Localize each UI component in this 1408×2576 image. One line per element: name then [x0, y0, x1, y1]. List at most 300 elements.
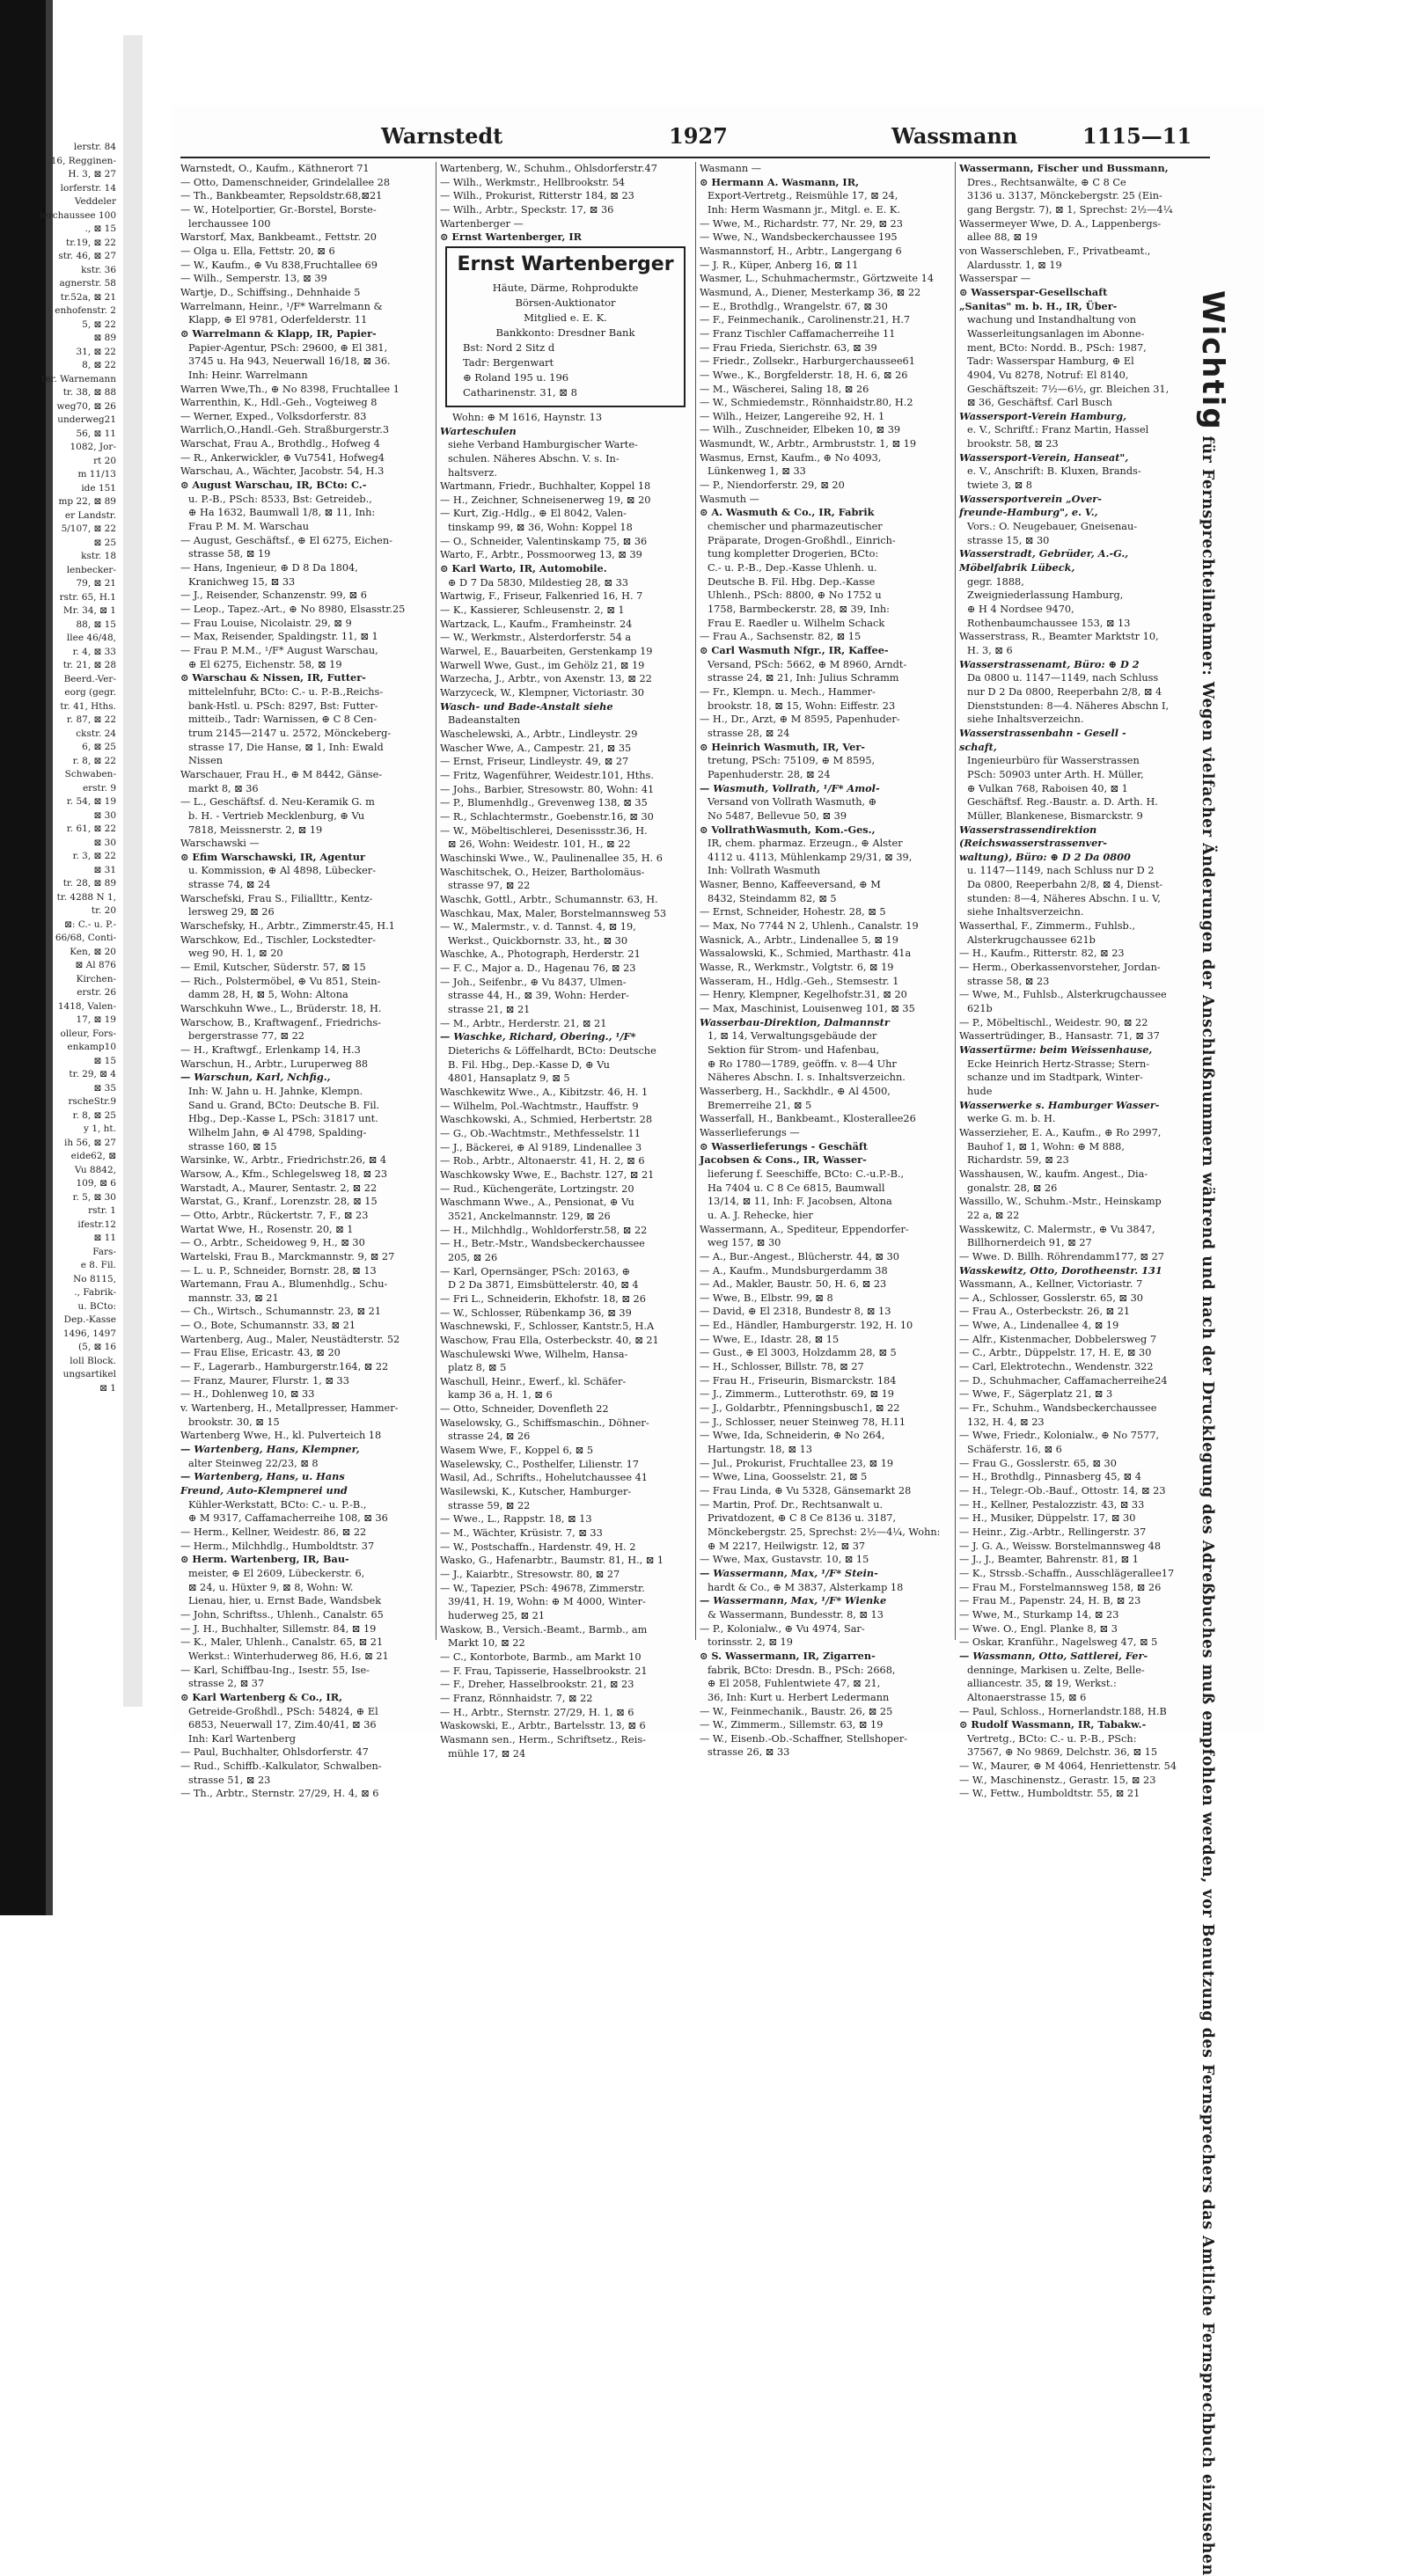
left-page-fragment: ⊠ Al 876	[75, 960, 116, 970]
left-page-fragment: er Landstr.	[64, 509, 116, 521]
left-page-fragment: 1418, Valen-	[57, 1000, 116, 1012]
directory-entry: schanze und im Stadtpark, Winter-	[967, 1072, 1143, 1084]
directory-entry: — Martin, Prof. Dr., Rechtsanwalt u.	[700, 1498, 884, 1511]
directory-entry: — Wilh., Heizer, Langereihe 92, H. 1	[700, 410, 885, 422]
directory-entry: Waschmann Wwe., A., Pensionat, ⊕ Vu	[440, 1197, 634, 1209]
left-page-fragment: underweg21	[57, 414, 116, 425]
directory-entry: ⊙ Carl Wasmuth Nfgr., IR, Kaffee-	[700, 643, 889, 656]
directory-entry: ⊙ S. Wassermann, IR, Zigarren-	[700, 1649, 876, 1662]
directory-entry: — Warschun, Karl, Nchfig.,	[180, 1071, 331, 1084]
directory-entry: Werkst.: Winterhuderweg 86, H.6, ⊠ 21	[188, 1650, 389, 1662]
directory-entry: Wasserthal, F., Zimmerm., Fuhlsb.,	[959, 920, 1135, 933]
directory-entry: — L. u. P., Schneider, Bornstr. 28, ⊠ 13	[180, 1264, 377, 1277]
directory-entry: Schäferstr. 16, ⊠ 6	[967, 1444, 1062, 1456]
directory-entry: ⊕ M 2217, Heilwigstr. 12, ⊠ 37	[708, 1540, 866, 1552]
directory-entry: — P., Möbeltischl., Weidestr. 90, ⊠ 22	[959, 1016, 1148, 1028]
directory-entry: Warstadt, A., Maurer, Sentastr. 2, ⊠ 22	[180, 1182, 378, 1194]
directory-entry: Warstorf, Max, Bankbeamt., Fettstr. 20	[180, 231, 377, 244]
directory-entry: — J., Reisender, Schanzenstr. 99, ⊠ 6	[180, 589, 367, 602]
directory-entry: — A., Kaufm., Mundsburgerdamm 38	[700, 1264, 888, 1277]
directory-entry: Getreide-Großhdl., PSch: 54824, ⊕ El	[188, 1705, 378, 1717]
directory-entry: Inh: Heinr. Warrelmann	[188, 369, 308, 381]
directory-entry: Warschkow, Ed., Tischler, Lockstedter-	[180, 933, 376, 946]
directory-entry: — Olga u. Ella, Fettstr. 20, ⊠ 6	[180, 245, 335, 257]
directory-entry: ⊙ Karl Warto, IR, Automobile.	[440, 562, 607, 575]
directory-entry: tretung, PSch: 75109, ⊕ M 8595,	[708, 755, 876, 767]
directory-entry: strasse 28, ⊠ 24	[708, 727, 790, 739]
directory-entry: ⊠ 24, u. Hüxter 9, ⊠ 8, Wohn: W.	[188, 1581, 354, 1593]
directory-entry: — W., Maurer, ⊕ M 4064, Henriettenstr. 54	[959, 1760, 1177, 1773]
left-page-fragment: r. 4, ⊠ 33	[72, 646, 116, 657]
directory-entry: — Paul, Buchhalter, Ohlsdorferstr. 47	[180, 1746, 369, 1759]
directory-entry: — F., Lagerarb., Hamburgerstr.164, ⊠ 22	[180, 1361, 389, 1373]
directory-entry: — Ch., Wirtsch., Schumannstr. 23, ⊠ 21	[180, 1306, 382, 1318]
directory-entry: Waschull, Heinr., Ewerf., kl. Schäfer-	[440, 1375, 627, 1387]
directory-entry: Wassertürme: beim Weissenhause,	[959, 1043, 1153, 1056]
directory-entry: — Rud., Küchengeräte, Lortzingstr. 20	[440, 1182, 634, 1195]
directory-entry: — Frau M., Papenstr. 24, H. B, ⊠ 23	[959, 1595, 1141, 1607]
left-page-fragment: ., Fabrik-	[74, 1287, 116, 1298]
directory-entry: damm 28, H, ⊠ 5, Wohn: Altona	[188, 989, 348, 1001]
directory-entry: — Alfr., Kistenmacher, Dobbelersweg 7	[959, 1333, 1157, 1345]
directory-entry: — Hans, Ingenieur, ⊕ D 8 Da 1804,	[180, 562, 358, 574]
directory-entry: Wasshausen, W., kaufm. Angest., Dia-	[959, 1167, 1148, 1180]
directory-entry: — M., Arbtr., Herderstr. 21, ⊠ 21	[440, 1017, 607, 1029]
directory-entry: Wasserzieher, E. A., Kaufm., ⊕ Ro 2997,	[959, 1126, 1162, 1138]
page-gutter	[123, 35, 143, 1707]
directory-entry: — C., Kontorbote, Barmb., am Markt 10	[440, 1650, 642, 1663]
directory-entry: — Ernst, Friseur, Lindleystr. 49, ⊠ 27	[440, 756, 629, 768]
directory-entry: Wasse, R., Werkmstr., Volgtstr. 6, ⊠ 19	[700, 962, 894, 974]
directory-entry: Alsterkrugchaussee 621b	[967, 933, 1096, 946]
directory-entry: 3745 u. Ha 943, Neuerwall 16/18, ⊠ 36.	[188, 355, 391, 368]
directory-entry: Wartenberger —	[440, 217, 524, 230]
directory-entry: ⊕ Ha 1632, Baumwall 1/8, ⊠ 11, Inh:	[188, 507, 376, 519]
directory-entry: — G., Ob.-Wachtmstr., Methfesselstr. 11	[440, 1128, 641, 1139]
directory-entry: — Max, Reisender, Spaldingstr. 11, ⊠ 1	[180, 631, 378, 643]
left-page-fragment: tr.19, ⊠ 22	[66, 237, 116, 248]
directory-entry: tinskamp 99, ⊠ 36, Wohn: Koppel 18	[448, 522, 633, 534]
directory-entry: — H., Dr., Arzt, ⊕ M 8595, Papenhuder-	[700, 714, 900, 726]
directory-entry: — Wwe, Lina, Goosselstr. 21, ⊠ 5	[700, 1471, 868, 1483]
directory-entry: Richardstr. 59, ⊠ 23	[967, 1154, 1069, 1167]
directory-entry: Bremerreihe 21, ⊠ 5	[708, 1099, 812, 1111]
left-page-fragment: ungsartikel	[62, 1369, 116, 1379]
directory-entry: — K., Strssb.-Schaffn., Ausschlägerallee17	[959, 1567, 1175, 1579]
directory-entry: Tadr: Wasserspar Hamburg, ⊕ El	[967, 355, 1134, 368]
directory-entry: Wasskewitz, Otto, Dorotheenstr. 131	[959, 1263, 1162, 1277]
left-page-fragment: Vu 8842,	[74, 1164, 116, 1175]
directory-entry: — Karl, Opernsänger, PSch: 20163, ⊕	[440, 1265, 631, 1277]
directory-entry: — O., Schneider, Valentinskamp 75, ⊠ 36	[440, 535, 648, 547]
directory-entry: Bauhof 1, ⊠ 1, Wohn: ⊕ M 888,	[967, 1140, 1125, 1153]
left-page-fragment: olleur, Fors-	[60, 1028, 116, 1039]
directory-entry: Inh: Karl Wartenberg	[188, 1732, 297, 1745]
directory-entry: Geschäftszeit: 7½—6½, gr. Bleichen 31,	[967, 383, 1170, 395]
directory-entry: — Gust., ⊕ El 3003, Holzdamm 28, ⊠ 5	[700, 1347, 897, 1359]
directory-entry: — Franz, Maurer, Flurstr. 1, ⊠ 33	[180, 1374, 349, 1387]
directory-entry: — Werner, Exped., Volksdorferstr. 83	[180, 410, 367, 422]
directory-entry: — Frau A., Osterbeckstr. 26, ⊠ 21	[959, 1306, 1131, 1318]
directory-entry: — Henry, Klempner, Kegelhofstr.31, ⊠ 20	[700, 989, 907, 1001]
left-page-fragment: 6, ⊠ 25	[82, 742, 116, 752]
ad-line: Börsen-Auktionator	[515, 296, 616, 309]
directory-entry: Warzecha, J., Arbtr., von Axenstr. 13, ⊠ 22	[440, 673, 652, 685]
directory-entry: — Wwe, Friedr., Kolonialw., ⊕ No 7577,	[959, 1430, 1160, 1442]
directory-entry: strasse 24, ⊠ 26	[448, 1431, 531, 1443]
directory-entry: Waschke, A., Photograph, Herderstr. 21	[440, 948, 641, 961]
directory-entry: siehe Verband Hamburgischer Warte-	[448, 439, 638, 451]
column-1	[180, 162, 431, 1800]
directory-entry: — Herm., Kellner, Weidestr. 86, ⊠ 22	[180, 1526, 367, 1538]
directory-entry: schaft,	[959, 740, 997, 753]
page-header	[180, 123, 1210, 155]
directory-entry: — John, Schriftss., Uhlenh., Canalstr. 65	[180, 1608, 384, 1621]
directory-entry: allee 88, ⊠ 19	[967, 231, 1038, 244]
directory-entry: stunden: 8—4, Näheres Abschn. I u. V,	[967, 892, 1161, 904]
directory-entry: Waschkewitz Wwe., A., Kibitzstr. 46, H. 1	[440, 1087, 649, 1099]
left-page-fragment: 56, ⊠ 11	[76, 428, 116, 439]
notice-text: für Fernsprechteilnehmer: Wegen vielfacher Änderungen der Anschlußnummern während und nach der Drucklegung des Adreßbuches muß empfohlen werden, vor Benutzung des Fernsprechers das Amtliche Fernsprechbuch einzusehen	[1199, 435, 1216, 2576]
directory-entry: — R., Ankerwickler, ⊕ Vu7541, Hofweg4	[180, 451, 385, 464]
directory-entry: — Friedr., Zollsekr., Harburgerchaussee61	[700, 355, 915, 368]
directory-entry: Papenhuderstr. 28, ⊠ 24	[708, 768, 831, 780]
directory-entry: — H., Schlosser, Billstr. 78, ⊠ 27	[700, 1361, 864, 1373]
directory-entry: (Reichswasserstrassenver-	[959, 837, 1107, 850]
directory-entry: lieferung f. Seeschiffe, BCto: C.-u.P.-B.,	[708, 1167, 905, 1180]
directory-entry: — Wilhelm, Pol.-Wachtmstr., Hauffstr. 9	[440, 1100, 639, 1112]
directory-entry: strasse 26, ⊠ 33	[708, 1746, 790, 1759]
notice-heading: Wichtig	[1195, 290, 1230, 431]
directory-entry: Wasko, G., Hafenarbtr., Baumstr. 81, H., ⊠ 1	[440, 1555, 664, 1567]
directory-entry: — Wwe, M., Sturkamp 14, ⊠ 23	[959, 1608, 1119, 1621]
directory-entry: Wasserstrassenamt, Büro: ⊕ D 2	[959, 657, 1140, 670]
directory-entry: Wasserstrassenbahn - Gesell -	[959, 726, 1126, 739]
directory-entry: Wassersport-Verein Hamburg,	[959, 409, 1127, 422]
directory-entry: — J. R., Küper, Anberg 16, ⊠ 11	[700, 259, 859, 271]
left-page-fragment: 66/68, Conti-	[55, 933, 116, 943]
directory-entry: Warschow, B., Kraftwagenf., Friedrichs-	[180, 1016, 381, 1028]
directory-entry: Wasserberg, H., Sackhdlr., ⊕ Al 4500,	[700, 1085, 891, 1097]
directory-entry: — Fr., Klempn. u. Mech., Hammer-	[700, 685, 876, 698]
directory-entry: Waschkau, Max, Maler, Borstelmannsweg 53	[440, 907, 667, 919]
directory-entry: lerchaussee 100	[188, 217, 271, 230]
directory-entry: Wasserwerke s. Hamburger Wasser-	[959, 1098, 1160, 1111]
directory-entry: alter Steinweg 22/23, ⊠ 8	[188, 1457, 319, 1469]
directory-entry: — Wwe, E., Idastr. 28, ⊠ 15	[700, 1333, 840, 1345]
directory-entry: — W., Tapezier, PSch: 49678, Zimmerstr.	[440, 1582, 645, 1594]
directory-entry: Warren Wwe,Th., ⊕ No 8398, Fruchtallee 1	[180, 383, 400, 395]
left-page-fragment: tr. 29, ⊠ 4	[69, 1069, 116, 1079]
advertisement-box	[445, 246, 686, 407]
directory-entry: tung kompletter Drogerien, BCto:	[708, 548, 879, 560]
directory-entry: u. P.-B., PSch: 8533, Bst: Getreideb.,	[188, 493, 372, 505]
directory-entry: Wasskewitz, C. Malermstr., ⊕ Vu 3847,	[959, 1223, 1155, 1235]
directory-entry: Wasserstradt, Gebrüder, A.-G.,	[959, 547, 1129, 560]
directory-entry: strasse 17, Die Hanse, ⊠ 1, Inh: Ewald	[188, 741, 384, 753]
directory-entry: strasse 44, H., ⊠ 39, Wohn: Herder-	[448, 990, 629, 1002]
directory-entry: ⊕ Ro 1780—1789, geöffn. v. 8—4 Uhr	[708, 1057, 897, 1070]
left-page-fragment: 109, ⊠ 6	[76, 1178, 116, 1189]
header-page-number: 1115—11	[1082, 123, 1192, 149]
directory-entry: Warschauer, Frau H., ⊕ M 8442, Gänse-	[180, 768, 383, 780]
directory-entry: Waschitschek, O., Heizer, Bartholomäus-	[440, 866, 645, 878]
directory-entry: Warrenthin, K., Hdl.-Geh., Vogteiweg 8	[180, 397, 378, 409]
directory-entry: Billhornerdeich 91, ⊠ 27	[967, 1237, 1092, 1249]
directory-entry: ⊕ Vulkan 768, Raboisen 40, ⊠ 1	[967, 782, 1128, 794]
directory-entry: siehe Inhaltsverzeichn.	[967, 714, 1084, 726]
directory-entry: Wartenberg, W., Schuhm., Ohlsdorferstr.47	[440, 163, 657, 174]
directory-entry: Sand u. Grand, BCto: Deutsche B. Fil.	[188, 1099, 380, 1111]
directory-entry: Wasserlieferungs —	[700, 1126, 800, 1138]
directory-entry: Waschulewski Wwe, Wilhelm, Hansa-	[440, 1348, 628, 1360]
left-page-fragment: u. BCto:	[77, 1300, 116, 1312]
directory-entry: lersweg 29, ⊠ 26	[188, 906, 275, 918]
directory-entry: Wasserspar —	[959, 273, 1031, 285]
left-page-fragment: 79, ⊠ 21	[76, 578, 116, 589]
directory-entry: Wasnick, A., Arbtr., Lindenallee 5, ⊠ 19	[700, 933, 898, 946]
left-page-fragment: ⊠ 1	[99, 1382, 116, 1394]
directory-entry: ⊙ Herm. Wartenberg, IR, Bau-	[180, 1553, 349, 1566]
directory-entry: Wassalowski, K., Schmied, Marthastr. 41a	[700, 948, 912, 960]
directory-entry: Da 0800 u. 1147—1149, nach Schluss	[967, 672, 1159, 684]
left-page-fragment: 88, ⊠ 15	[76, 618, 116, 630]
directory-entry: Versand von Vollrath Wasmuth, ⊕	[708, 796, 877, 809]
directory-entry: — Herm., Milchhdlg., Humboldtstr. 37	[180, 1540, 375, 1552]
directory-entry: 22 a, ⊠ 22	[967, 1209, 1020, 1221]
column-separator	[955, 162, 956, 1640]
directory-entry: schulen. Näheres Abschn. V. s. In-	[448, 452, 620, 465]
left-page-fragment: ⊠ 15	[93, 1055, 116, 1066]
directory-entry: — P., Kolonialw., ⊕ Vu 4974, Sar-	[700, 1622, 865, 1635]
directory-entry: — K., Kassierer, Schleusenstr. 2, ⊠ 1	[440, 604, 625, 617]
directory-entry: Präparate, Drogen-Großhdl., Einrich-	[708, 534, 896, 546]
directory-entry: Hartungstr. 18, ⊠ 13	[708, 1444, 812, 1456]
directory-entry: von Wasserschleben, F., Privatbeamt.,	[959, 245, 1151, 257]
directory-entry: 7818, Meissnerstr. 2, ⊠ 19	[188, 823, 323, 836]
directory-entry: — Rud., Schiffb.-Kalkulator, Schwalben-	[180, 1760, 382, 1773]
directory-entry: mannstr. 33, ⊠ 21	[188, 1292, 279, 1304]
left-page-fragment: 17, ⊠ 19	[76, 1014, 116, 1025]
directory-entry: „Sanitas" m. b. H., IR, Über-	[959, 299, 1118, 312]
left-page-fragment: str. 46, ⊠ 27	[58, 251, 116, 261]
left-page-fragment: tr. 28, ⊠ 89	[62, 878, 116, 889]
directory-entry: Wasmannstorf, H., Arbtr., Langergang 6	[700, 245, 902, 257]
left-page-fragment: tr. 4288 N 1,	[56, 891, 116, 903]
directory-entry: — Fri L., Schneiderin, Ekhofstr. 18, ⊠ 26	[440, 1292, 646, 1305]
left-page-fragment: ih 56, ⊠ 27	[64, 1137, 116, 1148]
directory-entry: — Wwe, N., Wandsbeckerchaussee 195	[700, 231, 898, 244]
directory-entry: ⊕ D 7 Da 5830, Mildestieg 28, ⊠ 33	[448, 576, 628, 589]
directory-entry: Kranichweg 15, ⊠ 33	[188, 575, 296, 588]
directory-entry: Wasmann —	[700, 163, 762, 174]
left-page-fragment: Mr. 34, ⊠ 1	[62, 605, 116, 616]
header-year: 1927	[669, 123, 728, 149]
directory-entry: Wartat Wwe, H., Rosenstr. 20, ⊠ 1	[180, 1223, 354, 1235]
left-page-fragment: 5, ⊠ 22	[82, 318, 116, 330]
directory-entry: — Emil, Kutscher, Süderstr. 57, ⊠ 15	[180, 962, 366, 974]
directory-entry: wachung und Instandhaltung von	[967, 314, 1137, 326]
directory-entry: — H., Telegr.-Ob.-Bauf., Ottostr. 14, ⊠ 23	[959, 1485, 1166, 1497]
ad-line: Tadr: Bergenwart	[463, 355, 554, 369]
directory-entry: — Max, Maschinist, Louisenweg 101, ⊠ 35	[700, 1003, 915, 1015]
left-page-fragment: e 8. Fil.	[80, 1260, 116, 1270]
directory-entry: — Wwe, M., Richardstr. 77, Nr. 29, ⊠ 23	[700, 217, 903, 230]
header-right-word: Wassmann	[891, 123, 1018, 149]
directory-entry: — W., Schlosser, Rübenkamp 36, ⊠ 39	[440, 1306, 632, 1319]
directory-entry: brookstr. 30, ⊠ 15	[188, 1416, 280, 1428]
directory-entry: 4112 u. 4113, Mühlenkamp 29/31, ⊠ 39,	[708, 851, 913, 863]
directory-entry: ⊙ Hermann A. Wasmann, IR,	[700, 175, 860, 188]
directory-entry: — Wwe, Ida, Schneiderin, ⊕ No 264,	[700, 1430, 885, 1442]
directory-entry: ⊕ M 9317, Caffamacherreihe 108, ⊠ 36	[188, 1512, 388, 1525]
directory-entry: Warwel, E., Bauarbeiten, Gerstenkamp 19	[440, 646, 653, 658]
directory-entry: Dienststunden: 8—4. Näheres Abschn I,	[967, 699, 1170, 712]
directory-entry: — W., Maschinenstz., Gerastr. 15, ⊠ 23	[959, 1774, 1156, 1786]
directory-entry: — Ad., Makler, Baustr. 50, H. 6, ⊠ 23	[700, 1278, 887, 1291]
directory-entry: Altonaerstrasse 15, ⊠ 6	[967, 1691, 1087, 1703]
directory-entry: Waskow, B., Versich.-Beamt., Barmb., am	[440, 1623, 648, 1636]
directory-entry: waltung), Büro: ⊕ D 2 Da 0800	[959, 850, 1131, 863]
directory-entry: Waschkowsky Wwe, E., Bachstr. 127, ⊠ 21	[440, 1168, 655, 1181]
left-page-fragment: ⊠ 30	[93, 809, 116, 821]
left-page-fragment: erstr. 9	[82, 782, 116, 794]
directory-entry: Wasilewski, K., Kutscher, Hamburger-	[440, 1486, 632, 1498]
directory-entry: — W., Hotelportier, Gr.-Borstel, Borste-	[180, 203, 377, 216]
directory-entry: — Franz, Rönnhaidstr. 7, ⊠ 22	[440, 1692, 593, 1704]
left-page-fragment: ⊠ 31	[93, 864, 116, 875]
directory-entry: — H., Dohlenweg 10, ⊠ 33	[180, 1388, 315, 1401]
directory-entry: strasse 97, ⊠ 22	[448, 880, 531, 892]
directory-entry: Wassersportverein „Over-	[959, 492, 1102, 505]
directory-entry: gonalstr. 28, ⊠ 26	[967, 1182, 1058, 1194]
directory-entry: — W., Schmiedemstr., Rönnhaidstr.80, H.2	[700, 397, 913, 409]
directory-entry: — D., Schuhmacher, Caffamacherreihe24	[959, 1374, 1168, 1387]
left-page-fragment: H. 3, ⊠ 27	[68, 169, 116, 179]
column-2	[440, 162, 691, 1760]
directory-entry: — Wwe, B., Elbstr. 99, ⊠ 8	[700, 1292, 833, 1304]
left-page-fragment: enkamp10	[67, 1042, 116, 1052]
left-page-fragment: r. 3, ⊠ 22	[72, 851, 116, 861]
directory-entry: — H., Zeichner, Schneisenerweg 19, ⊠ 20	[440, 494, 651, 506]
left-page-fragment: ⊠ 11	[93, 1233, 116, 1243]
directory-entry: strasse 58, ⊠ 19	[188, 548, 271, 560]
directory-entry: Ecke Heinrich Hertz-Strasse; Stern-	[967, 1057, 1150, 1070]
directory-entry: — F., Feinmechanik., Carolinenstr.21, H.7	[700, 314, 911, 326]
directory-entry: Waschow, Frau Ella, Osterbeckstr. 40, ⊠ 21	[440, 1334, 659, 1346]
directory-entry: kamp 36 a, H. 1, ⊠ 6	[448, 1389, 553, 1401]
directory-entry: Nissen	[188, 755, 224, 767]
directory-entry: u. Kommission, ⊕ Al 4898, Lübecker-	[188, 865, 377, 877]
left-page-fragment: rstr. 65, H.1	[59, 591, 116, 603]
directory-entry: B. Fil. Hbg., Dep.-Kasse D, ⊕ Vu	[448, 1058, 610, 1071]
column-separator	[695, 162, 696, 1640]
directory-entry: Wartmann, Friedr., Buchhalter, Koppel 18	[440, 480, 651, 493]
directory-entry: b. H. - Vertrieb Mecklenburg, ⊕ Vu	[188, 809, 365, 822]
directory-entry: Wasch- und Bade-Anstalt siehe	[440, 699, 613, 713]
directory-entry: — Wartenberg, Hans, Klempner,	[180, 1443, 360, 1456]
directory-entry: — H., Kellner, Pestalozzistr. 43, ⊠ 33	[959, 1498, 1145, 1511]
directory-entry: Wasseram, H., Hdlg.-Geh., Stemsestr. 1	[700, 975, 899, 987]
directory-entry: Warschefsky, H., Arbtr., Zimmerstr.45, H.1	[180, 920, 395, 933]
directory-entry: Möbelfabrik Lübeck,	[959, 561, 1075, 574]
directory-entry: Wassersport-Verein, Hanseat",	[959, 450, 1129, 464]
directory-entry: Lünkenweg 1, ⊠ 33	[708, 465, 806, 478]
directory-entry: Freund, Auto-Klempnerei und	[180, 1484, 348, 1497]
directory-entry: — A., Bur.-Angest., Blücherstr. 44, ⊠ 30	[700, 1250, 899, 1262]
directory-entry: Warzyceck, W., Klempner, Victoriastr. 30	[440, 687, 644, 699]
directory-entry: strasse 160, ⊠ 15	[188, 1140, 277, 1153]
directory-entry: — W., Fettw., Humboldtstr. 55, ⊠ 21	[959, 1788, 1140, 1800]
directory-entry: Warschkuhn Wwe., L., Brüderstr. 18, H.	[180, 1003, 382, 1015]
left-page-fragment: (5, ⊠ 16	[78, 1342, 116, 1352]
directory-entry: mühle 17, ⊠ 24	[448, 1747, 526, 1760]
left-page-fragment: mp 22, ⊠ 89	[58, 496, 116, 507]
directory-entry: Waschnewski, F., Schlosser, Kantstr.5, H.A	[440, 1321, 655, 1333]
directory-entry: Waskowski, E., Arbtr., Bartelsstr. 13, ⊠ 6	[440, 1720, 646, 1732]
left-page-fragment: enhofenstr. 2	[55, 305, 116, 316]
directory-entry: No 5487, Bellevue 50, ⊠ 39	[708, 809, 847, 822]
directory-entry: Jacobsen & Cons., IR, Wasser-	[700, 1153, 867, 1167]
left-page-fragment: Dep.-Kasse	[63, 1314, 116, 1325]
directory-entry: — Fritz, Wagenführer, Weidestr.101, Hths.	[440, 769, 654, 781]
directory-entry: Wassermeyer Wwe, D. A., Lappenbergs-	[959, 217, 1162, 230]
directory-entry: — F. C., Major a. D., Hagenau 76, ⊠ 23	[440, 962, 636, 975]
directory-entry: 3521, Anckelmannstr. 129, ⊠ 26	[448, 1210, 611, 1222]
directory-entry: e. V., Schriftf.: Franz Martin, Hassel	[967, 424, 1149, 436]
left-page-fragment: tr. 20	[91, 905, 116, 916]
left-page-fragment: weg70, ⊠ 26	[56, 400, 116, 412]
directory-entry: — M., Wäscherei, Saling 18, ⊠ 26	[700, 383, 869, 395]
directory-entry: Warrelmann, Heinr., ¹/F* Warrelmann &	[180, 300, 383, 312]
left-page-fragment: No 8115,	[73, 1273, 116, 1284]
directory-entry: — P., Niendorferstr. 29, ⊠ 20	[700, 479, 845, 492]
left-page-fragment: tr. 38, ⊠ 88	[62, 387, 116, 398]
directory-entry: Wartelski, Frau B., Marckmannstr. 9, ⊠ 27	[180, 1250, 395, 1262]
directory-entry: — H., Milchhdlg., Wohldorferstr.58, ⊠ 22	[440, 1224, 648, 1236]
directory-entry: Waschinski Wwe., W., Paulinenallee 35, H. 6	[440, 852, 663, 864]
left-page-fragment: 8, ⊠ 22	[82, 360, 116, 370]
directory-entry: ⊠ 26, Wohn: Weidestr. 101, H., ⊠ 22	[448, 838, 631, 851]
left-page-fragment: r. 54, ⊠ 19	[66, 796, 116, 807]
directory-entry: Wasserstrass, R., Beamter Marktstr 10,	[959, 631, 1159, 643]
directory-entry: Mönckebergstr. 25, Sprechst: 2½—4¼, Wohn:	[708, 1526, 941, 1538]
directory-entry: Wasmann sen., Herm., Schriftsetz., Reis-	[440, 1733, 646, 1745]
directory-entry: Wasmundt, W., Arbtr., Armbruststr. 1, ⊠ 19	[700, 438, 917, 450]
left-page-fragment: y 1, ht.	[84, 1123, 116, 1134]
left-page-fragment: 1082, Jor-	[70, 442, 116, 452]
directory-entry: Wartje, D., Schiffsing., Dehnhaide 5	[180, 286, 361, 298]
left-page-fragment: ter. Warnemann	[41, 373, 116, 384]
directory-entry: — H., Musiker, Düppelstr. 17, ⊠ 30	[959, 1512, 1136, 1525]
directory-entry: strasse 21, ⊠ 21	[448, 1004, 531, 1016]
directory-entry: 1, ⊠ 14, Verwaltungsgebäude der	[708, 1030, 877, 1043]
directory-entry: — W., Zimmerm., Sillemstr. 63, ⊠ 19	[700, 1719, 884, 1731]
left-page-fragment: m 11/13	[77, 469, 116, 479]
directory-entry: Sektion für Strom- und Hafenbau,	[708, 1044, 880, 1056]
directory-entry: — J., J., Beamter, Bahrenstr. 81, ⊠ 1	[959, 1554, 1139, 1566]
left-page-fragment: lerstr. 84	[73, 142, 116, 152]
directory-entry: ⊙ August Warschau, IR, BCto: C.-	[180, 479, 367, 492]
directory-entry: — Th., Bankbeamter, Repsoldstr.68,⊠21	[180, 190, 383, 202]
directory-entry: Markt 10, ⊠ 22	[448, 1637, 525, 1650]
directory-entry: — J., Bäckerei, ⊕ Al 9189, Lindenallee 3	[440, 1141, 642, 1153]
left-page-fragment: rstr. 1	[88, 1205, 116, 1216]
directory-entry: ment, BCto: Nordd. B., PSch: 1987,	[967, 341, 1147, 354]
directory-entry: — F., Dreher, Hasselbrookstr. 21, ⊠ 23	[440, 1679, 634, 1691]
directory-entry: ⊙ Warschau & Nissen, IR, Futter-	[180, 671, 366, 684]
directory-entry: — Wilh., Zuschneider, Elbeken 10, ⊠ 39	[700, 424, 901, 436]
